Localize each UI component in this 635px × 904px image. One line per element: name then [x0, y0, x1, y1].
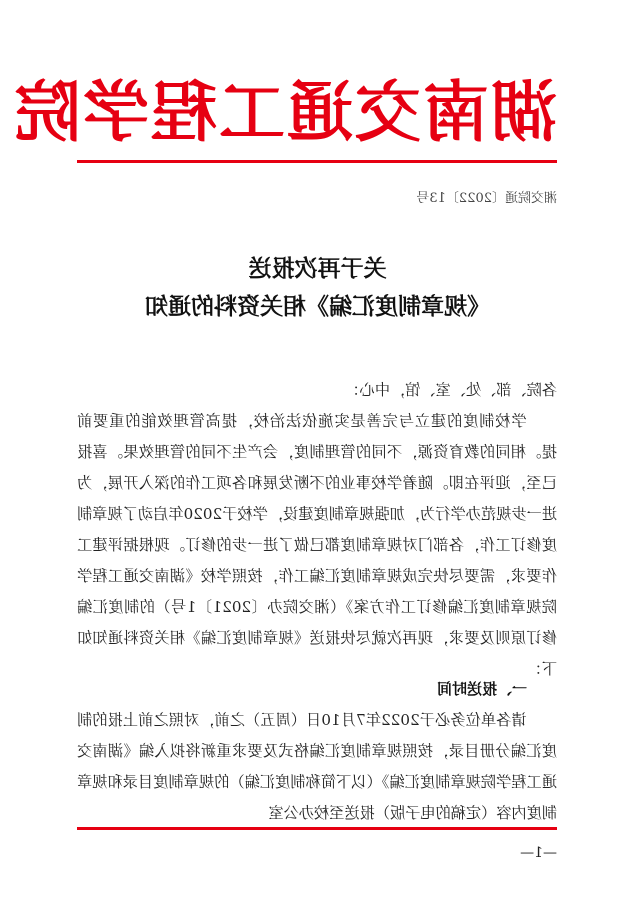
page-number: —1—: [520, 845, 557, 861]
footer-red-line: [77, 827, 557, 830]
body-paragraph-1: 学校制度的建立与完善是实施依法治校，提高管理效能的重要前提。相同的教育资源，不同的管理制度，会产生不同的管理效果。喜报已至，迎评在即。随着学校事业的不断发展和各项工作的深入开展，为进一步规范办学行为，加强规章制度建设，学校于2020年启动了规章制度修订工作，各部门对规章制度都已做了进一步的修订。现根据评建工作要求，需要尽快完成规章制度汇编工作，按照学校《湖南交通工程学院规章制度汇编修订工作方案》（湘交院办〔2021〕1号）的制度汇编修订原则及要求，现再次就尽快报送《规章制度汇编》相关资料通知如下：: [77, 412, 557, 678]
section-heading-1: 一、报送时间: [436, 680, 527, 698]
header-red-line: [77, 160, 557, 163]
document-title-line1: 关于再次报送: [248, 256, 387, 282]
document-title-line2: 《规章制度汇编》相关资料的通知: [145, 294, 490, 320]
institution-header: 湖南交通工程学院: [13, 73, 557, 151]
section-1-paragraph: 请各单位务必于2022年7月10日（周五）之前，对照之前上报的制度汇编分册目录，按照规章制度汇编格式及要求重新将拟入编《湖南交通工程学院规章制度汇编》（以下简称制度汇编）的规章制度目录和规章制度内容（定稿的电子版）报送至校办公室: [77, 711, 557, 822]
document-number: 湘交院通〔2022〕13号: [416, 191, 557, 206]
addressee: 各院、部、处、室、馆，中心：: [344, 381, 557, 399]
